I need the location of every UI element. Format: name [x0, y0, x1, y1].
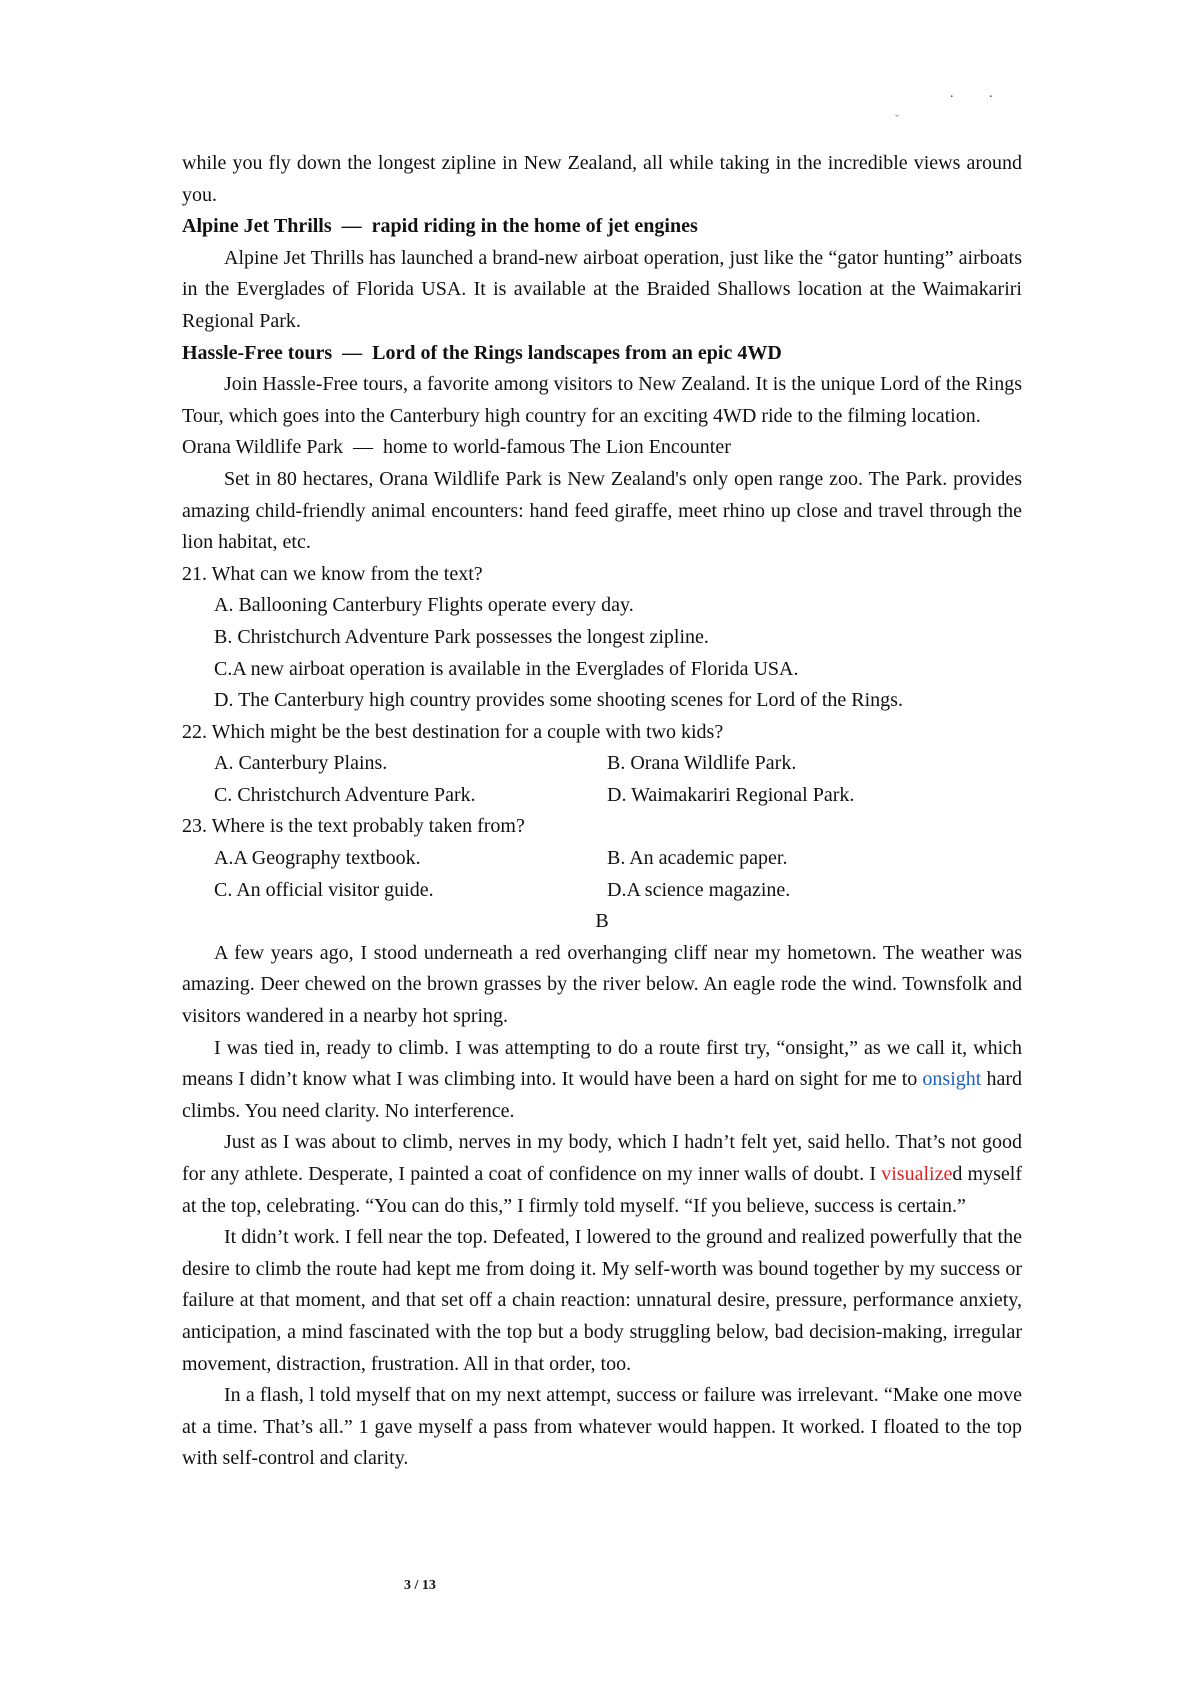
- heading-subtitle: rapid riding in the home of jet engines: [371, 215, 698, 238]
- paragraph-b5: In a flash, l told myself that on my next attempt, success or failure was irrelevant. “Make one move at a time. That’s all.” 1 gave myself a pass from whatever would happen. It worked. I floated to the top with self-control and clarity.: [182, 1384, 1022, 1470]
- heading-title: Hassle-Free tours: [182, 341, 333, 364]
- question-23-option-c: C. An official visitor guide.: [214, 878, 434, 901]
- question-22-option-a: A. Canterbury Plains.: [214, 752, 388, 775]
- paragraph-b3-end: d myself at the top, celebrating. “You can do this,” I firmly told myself. “If you believe, success is certain.”: [182, 1163, 1022, 1217]
- question-21-option-c: C.A new airboat operation is available in the Everglades of Florida USA.: [214, 657, 799, 680]
- question-22-option-c: C. Christchurch Adventure Park.: [214, 783, 476, 806]
- page-number: 3 / 13: [404, 1578, 436, 1593]
- heading-orana: [182, 432, 1022, 464]
- heading-title: Alpine Jet Thrills: [182, 215, 332, 238]
- question-22-options-row-2: [182, 780, 1022, 812]
- question-23: 23. Where is the text probably taken from?: [182, 815, 525, 838]
- paragraph-b2: [182, 1033, 1022, 1128]
- paragraph-alpine-jet: Alpine Jet Thrills has launched a brand-new airboat operation, just like the “gator hunting” airboats in the Everglades of Florida USA. It is available at the Braided Shallows location at the Waimakariri Regional Park.: [182, 246, 1022, 332]
- paragraph-orana: Set in 80 hectares, Orana Wildlife Park is New Zealand's only open range zoo. The Park. provides amazing child-friendly animal encounters: hand feed giraffe, meet rhino up close and travel through the lion habitat, etc.: [182, 467, 1022, 554]
- question-23-option-a: A.A Geography textbook.: [214, 847, 421, 870]
- question-21: 21. What can we know from the text?: [182, 562, 483, 585]
- paragraph-hassle-free: Join Hassle-Free tours, a favorite among visitors to New Zealand. It is the unique Lord of the Rings Tour, which goes into the Canterbury high country for an exciting 4WD ride to the filming location.: [182, 373, 1022, 427]
- section-b-label: B: [595, 910, 609, 933]
- question-22-option-d: D. Waimakariri Regional Park.: [607, 783, 855, 806]
- question-23-option-d: D.A science magazine.: [607, 878, 791, 901]
- question-23-options-row-2: [182, 875, 1022, 907]
- corner-dot: ˇ: [895, 112, 899, 126]
- heading-subtitle: home to world-famous The Lion Encounter: [383, 436, 731, 459]
- heading-separator: —: [353, 436, 373, 459]
- heading-separator: —: [341, 215, 362, 238]
- paragraph-b3: [182, 1127, 1022, 1222]
- paragraph-b2-start: I was tied in, ready to climb. I was attempting to do a route first try, “onsight,” as we call it, which means I didn’t know what I was climbing into. It would have been a hard on sight for me to: [182, 1036, 1022, 1091]
- question-21-option-a: A. Ballooning Canterbury Flights operate every day.: [214, 594, 634, 617]
- question-22: 22. Which might be the best destination for a couple with two kids?: [182, 720, 724, 743]
- document-body: [182, 148, 1022, 1475]
- corner-marks: . .: [950, 86, 1009, 101]
- paragraph-zipline: while you fly down the longest zipline in New Zealand, all while taking in the incredible views around you.: [182, 152, 1022, 206]
- paragraph-b2-end: hard climbs. You need clarity. No interference.: [182, 1068, 1022, 1122]
- heading-separator: —: [342, 341, 363, 364]
- heading-title: Orana Wildlife Park: [182, 436, 343, 459]
- highlight-visualize: visualize: [881, 1163, 953, 1185]
- paragraph-b4: It didn’t work. I fell near the top. Defeated, I lowered to the ground and realized powerfully that the desire to climb the route had kept me from doing it. My self-worth was bound together by my success or failure at that moment, and that set off a chain reaction: unnatural desire, pressure, performance anxiety, anticipation, a mind fascinated with the top but a body struggling below, bad decision-making, irregular movement, distraction, frustration. All in that order, too.: [182, 1226, 1022, 1375]
- question-23-options-row-1: [182, 843, 1022, 875]
- paragraph-b1: A few years ago, I stood underneath a red overhanging cliff near my hometown. The weather was amazing. Deer chewed on the brown grasses by the river below. An eagle rode the wind. Townsfolk and visitors wandered in a nearby hot spring.: [182, 941, 1022, 1028]
- paragraph-b3-start: Just as I was about to climb, nerves in my body, which I hadn’t felt yet, said hello. That’s not good for any athlete. Desperate, I painted a coat of confidence on my inner walls of doubt. I: [182, 1131, 1022, 1185]
- question-22-options-row-1: [182, 748, 1022, 780]
- question-23-option-b: B. An academic paper.: [607, 847, 788, 870]
- heading-subtitle: Lord of the Rings landscapes from an epic 4WD: [372, 341, 782, 364]
- highlight-onsight: onsight: [922, 1068, 982, 1091]
- heading-alpine-jet: [182, 211, 1022, 243]
- heading-hassle-free: [182, 338, 1022, 370]
- question-21-option-b: B. Christchurch Adventure Park possesses the longest zipline.: [214, 625, 709, 648]
- question-21-option-d: D. The Canterbury high country provides some shooting scenes for Lord of the Rings.: [214, 689, 903, 712]
- question-22-option-b: B. Orana Wildlife Park.: [607, 752, 797, 775]
